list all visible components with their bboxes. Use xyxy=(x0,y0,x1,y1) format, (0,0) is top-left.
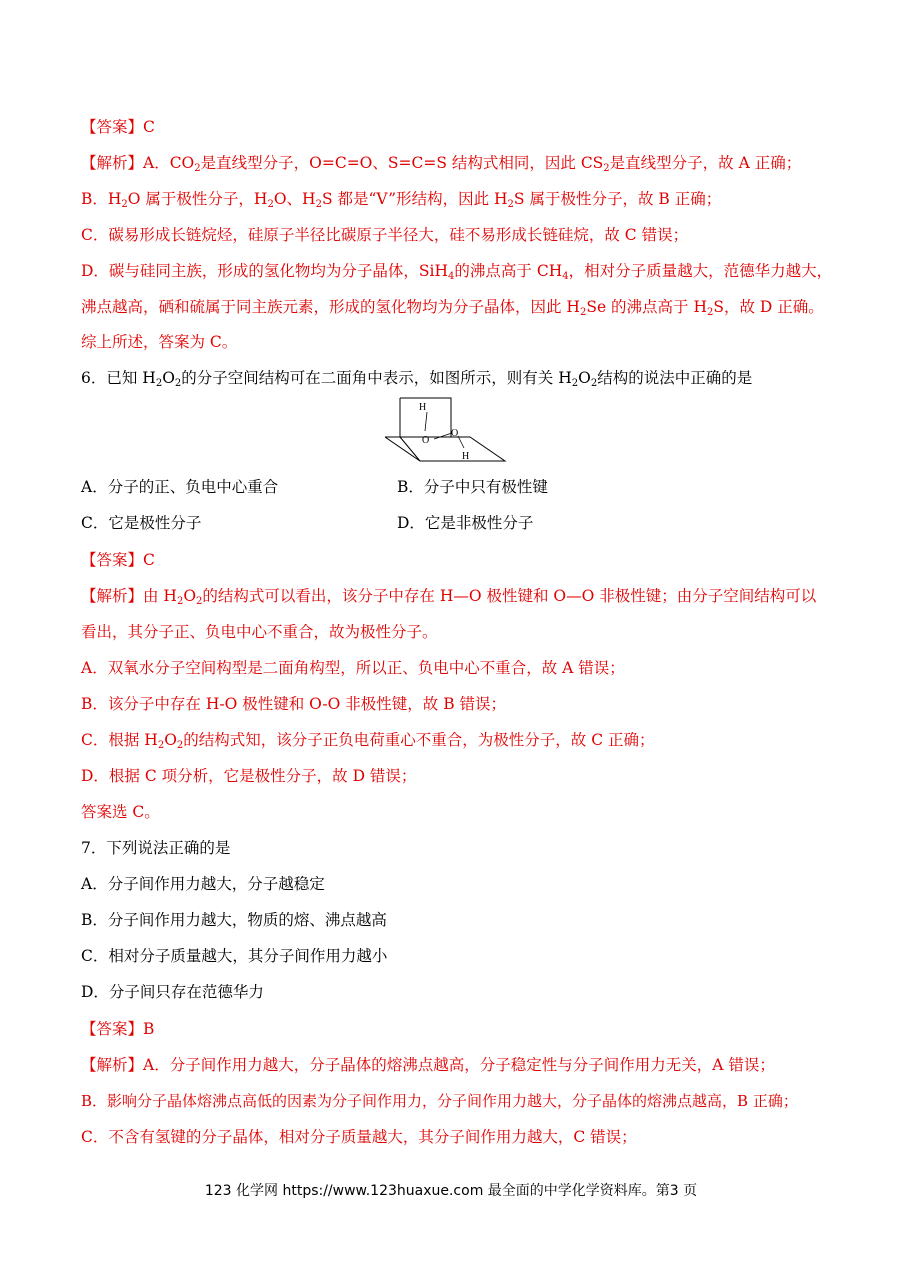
q5-analysis-c: C．碳易形成长链烷烃，硅原子半径比碳原子半径大，硅不易形成长链硅烷，故 C 错误； xyxy=(81,226,689,244)
q6-analysis-cont: 看出，其分子正、负电中心不重合，故为极性分子。 xyxy=(81,623,438,641)
q6-analysis-c: C．根据 $H_2O_2$的结构式知，该分子正负电荷重心不重合，为极性分子，故 C 正确； xyxy=(81,731,655,751)
q5-summary: 综上所述，答案为 C。 xyxy=(81,333,238,351)
q6-answer: 【答案】C xyxy=(81,551,155,569)
q5-analysis-a: 【解析】A．$CO_2$是直线型分子，O=C=O、S=C=S 结构式相同，因此 $CS_2$是直线型分子，故 A 正确； xyxy=(81,154,802,174)
diagram-o-left: O xyxy=(422,435,430,446)
q6-option-b: B．分子中只有极性键 xyxy=(397,478,548,496)
q6-analysis-a: A．双氧水分子空间构型是二面角构型，所以正、负电中心不重合，故 A 错误； xyxy=(81,659,625,677)
q7-option-a: A．分子间作用力越大，分子越稳定 xyxy=(81,875,325,893)
q6-analysis-b: B．该分子中存在 H-O 极性键和 O-O 非极性键，故 B 错误； xyxy=(81,695,507,713)
q6-analysis-d: D．根据 C 项分析，它是极性分子，故 D 错误； xyxy=(81,767,417,785)
q7-analysis-b: B．影响分子晶体熔沸点高低的因素为分子间作用力，分子间作用力越大，分子晶体的熔沸点越高，B 正确； xyxy=(81,1092,798,1110)
q6-option-d: D．它是非极性分子 xyxy=(397,514,534,532)
q7-option-c: C．相对分子质量越大，其分子间作用力越小 xyxy=(81,947,388,965)
q7-analysis-c: C．不含有氢键的分子晶体，相对分子质量越大，其分子间作用力越大，C 错误； xyxy=(81,1128,637,1146)
h2o2-dihedral-diagram xyxy=(385,393,515,465)
page-footer: 123 化学网 https://www.123huaxue.com 最全面的中学化学资料库。第3 页 xyxy=(204,1183,698,1199)
diagram-h-bottom: H xyxy=(462,451,470,462)
q5-analysis-d-cont: 沸点越高，硒和硫属于同主族元素，形成的氢化物均为分子晶体，因此 $H_2Se$ 的沸点高于 $H_2S$，故 D 正确。 xyxy=(81,298,824,318)
q7-stem: 7．下列说法正确的是 xyxy=(81,839,231,857)
q5-analysis-b: B．$H_2O$ 属于极性分子，$H_2O$、$H_2S$ 都是“V”形结构，因此 $H_2S$ 属于极性分子，故 B 正确； xyxy=(81,190,722,210)
q6-option-a: A．分子的正、负电中心重合 xyxy=(81,478,279,496)
q6-option-c: C．它是极性分子 xyxy=(81,514,202,532)
q7-option-d: D．分子间只存在范德华力 xyxy=(81,983,264,1001)
q7-option-b: B．分子间作用力越大，物质的熔、沸点越高 xyxy=(81,911,387,929)
q6-stem: 6．已知 $H_2O_2$的分子空间结构可在二面角中表示，如图所示，则有关 $H_2O_2$结构的说法中正确的是 xyxy=(81,369,753,389)
q6-summary: 答案选 C。 xyxy=(81,803,160,821)
q6-analysis: 【解析】由 $H_2O_2$的结构式可以看出，该分子中存在 H—O 极性键和 O—O 非极性键；由分子空间结构可以 xyxy=(81,587,817,607)
q7-answer: 【答案】B xyxy=(81,1020,155,1038)
q5-analysis-d: D．碳与硅同主族，形成的氢化物均为分子晶体，SiH$_4$的沸点高于 $CH_4$，相对分子质量越大，范德华力越大， xyxy=(81,262,833,282)
diagram-h-top: H xyxy=(419,402,427,413)
q5-answer: 【答案】C xyxy=(81,118,155,136)
diagram-o-right: O xyxy=(451,428,459,439)
q7-analysis-a: 【解析】A．分子间作用力越大，分子晶体的熔沸点越高，分子稳定性与分子间作用力无关，A 错误； xyxy=(81,1056,775,1074)
